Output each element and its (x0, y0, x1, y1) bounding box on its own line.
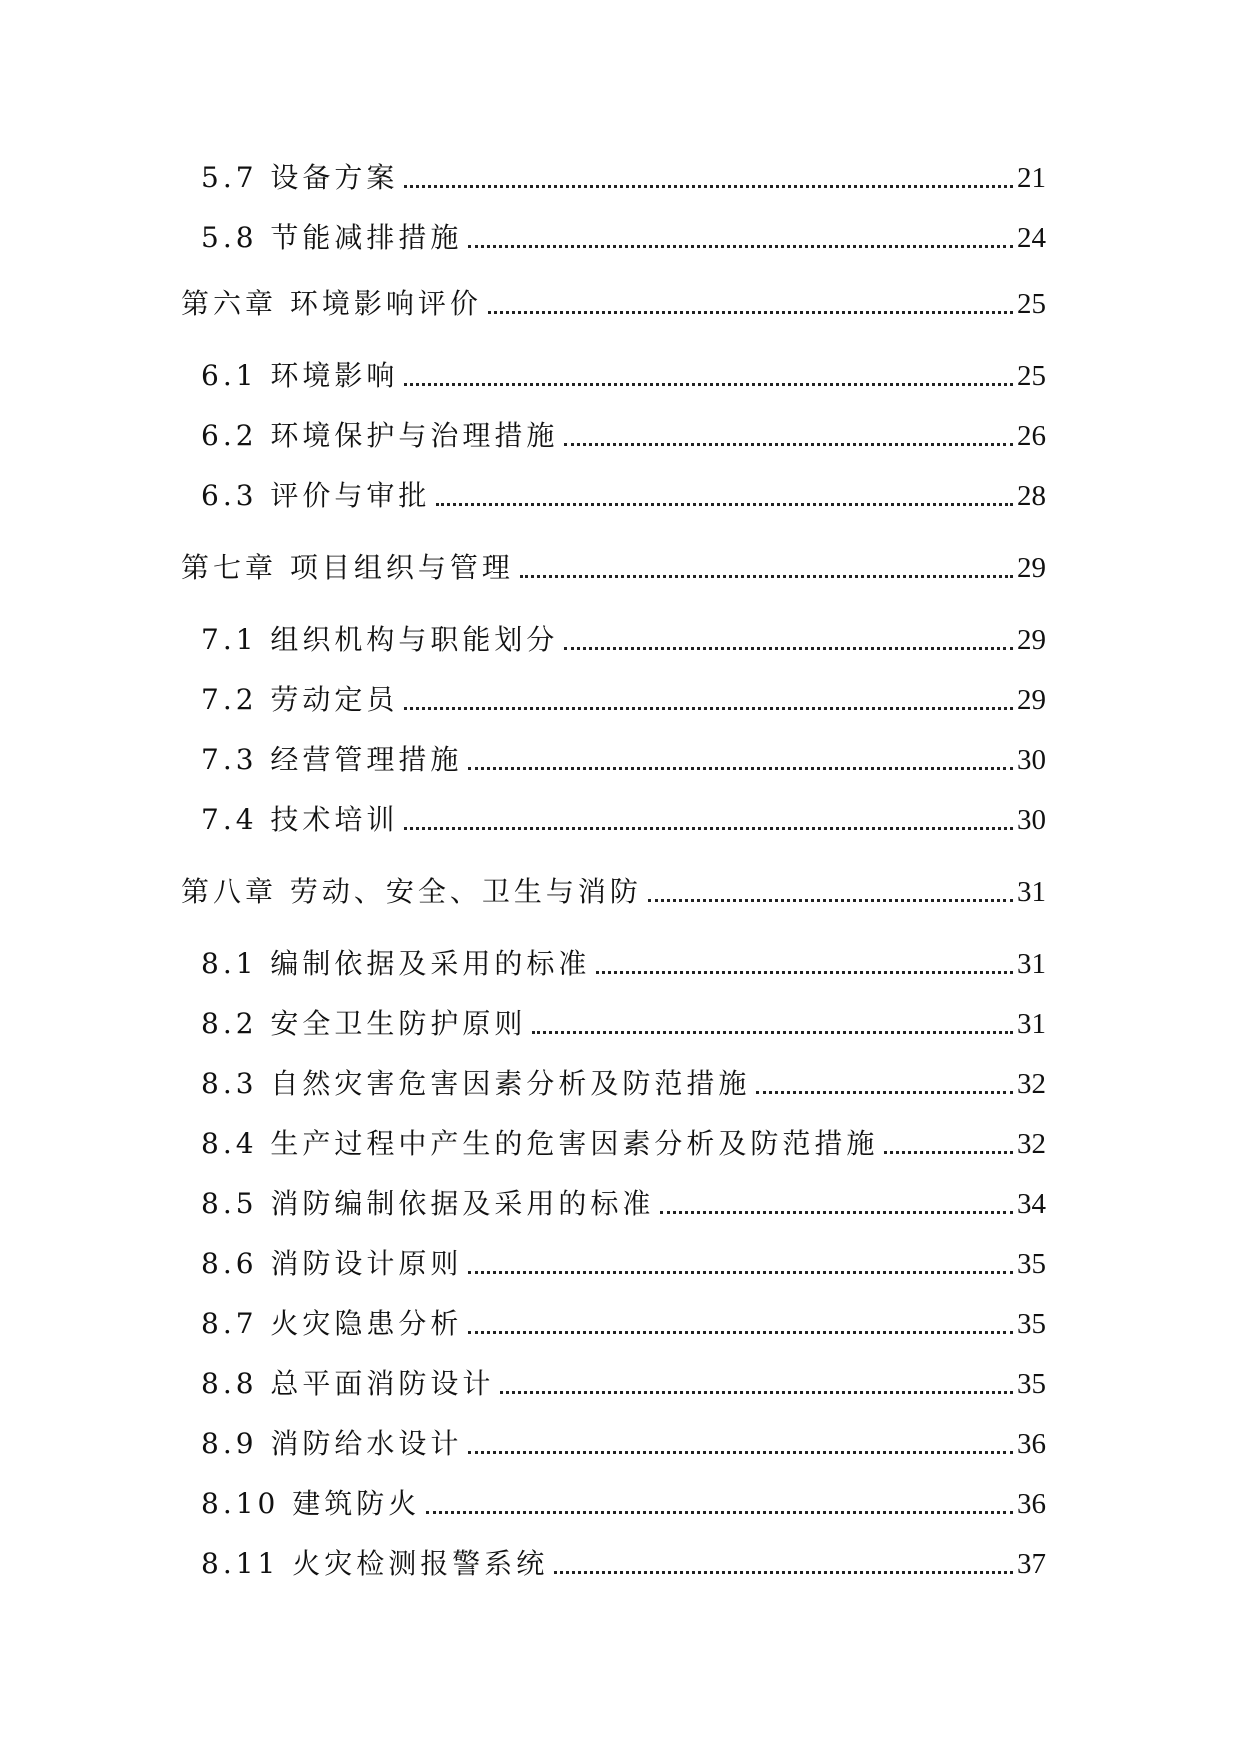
toc-entry-page: 30 (1017, 804, 1046, 836)
toc-entry-8-8[interactable] (201, 1364, 1046, 1404)
toc-entry-8-3[interactable] (201, 1064, 1046, 1104)
dot-leader (468, 1451, 1013, 1454)
toc-entry-page: 29 (1017, 684, 1046, 716)
dot-leader (404, 827, 1013, 830)
toc-entry-title: 8.11 火灾检测报警系统 (201, 1547, 549, 1580)
dot-leader (426, 1511, 1013, 1514)
toc-entry-title: 8.7 火灾隐患分析 (201, 1307, 463, 1340)
dot-leader (564, 647, 1013, 650)
dot-leader (596, 971, 1013, 974)
dot-leader (532, 1031, 1013, 1034)
toc-entry-page: 29 (1017, 624, 1046, 656)
dot-leader (468, 1271, 1013, 1274)
toc-entry-page: 35 (1017, 1308, 1046, 1340)
toc-entry-title: 8.2 安全卫生防护原则 (201, 1007, 527, 1040)
dot-leader (884, 1151, 1013, 1154)
toc-entry-8-11[interactable] (201, 1544, 1046, 1584)
toc-entry-title: 8.8 总平面消防设计 (201, 1367, 495, 1400)
toc-entry-title: 8.3 自然灾害危害因素分析及防范措施 (201, 1067, 751, 1100)
toc-entry-page: 34 (1017, 1188, 1046, 1220)
dot-leader (404, 383, 1013, 386)
toc-entry-8-1[interactable] (201, 944, 1046, 984)
toc-entry-page: 31 (1017, 876, 1046, 908)
toc-entry-page: 25 (1017, 360, 1046, 392)
toc-entry-title: 8.1 编制依据及采用的标准 (201, 947, 591, 980)
toc-entry-7-3[interactable] (201, 740, 1046, 780)
toc-entry-chapter-8[interactable] (181, 872, 1046, 912)
toc-entry-title: 6.3 评价与审批 (201, 479, 431, 512)
toc-entry-title: 8.10 建筑防火 (201, 1487, 421, 1520)
toc-entry-page: 31 (1017, 948, 1046, 980)
dot-leader (520, 575, 1013, 578)
toc-entry-title: 6.1 环境影响 (201, 359, 399, 392)
toc-entry-title: 5.8 节能减排措施 (201, 221, 463, 254)
toc-entry-title: 8.5 消防编制依据及采用的标准 (201, 1187, 655, 1220)
toc-entry-title: 6.2 环境保护与治理措施 (201, 419, 559, 452)
toc-entry-page: 25 (1017, 288, 1046, 320)
toc-entry-page: 32 (1017, 1128, 1046, 1160)
toc-entry-7-4[interactable] (201, 800, 1046, 840)
toc-entry-page: 36 (1017, 1428, 1046, 1460)
dot-leader (436, 503, 1013, 506)
toc-entry-title: 7.2 劳动定员 (201, 683, 399, 716)
toc-entry-chapter-7[interactable] (181, 548, 1046, 588)
toc-entry-8-5[interactable] (201, 1184, 1046, 1224)
toc-entry-page: 26 (1017, 420, 1046, 452)
toc-entry-page: 35 (1017, 1248, 1046, 1280)
toc-entry-8-9[interactable] (201, 1424, 1046, 1464)
toc-entry-title: 5.7 设备方案 (201, 161, 399, 194)
toc-entry-page: 35 (1017, 1368, 1046, 1400)
dot-leader (404, 185, 1013, 188)
dot-leader (756, 1091, 1013, 1094)
toc-entry-page: 30 (1017, 744, 1046, 776)
toc-entry-title: 8.4 生产过程中产生的危害因素分析及防范措施 (201, 1127, 879, 1160)
toc-entry-8-7[interactable] (201, 1304, 1046, 1344)
dot-leader (554, 1571, 1013, 1574)
toc-entry-8-2[interactable] (201, 1004, 1046, 1044)
toc-entry-8-6[interactable] (201, 1244, 1046, 1284)
toc-entry-page: 31 (1017, 1008, 1046, 1040)
toc-entry-title: 7.4 技术培训 (201, 803, 399, 836)
toc-entry-page: 36 (1017, 1488, 1046, 1520)
toc-entry-chapter-6[interactable] (181, 284, 1046, 324)
toc-entry-title: 第六章 环境影响评价 (181, 287, 482, 320)
dot-leader (468, 245, 1013, 248)
dot-leader (488, 311, 1013, 314)
toc-entry-6-3[interactable] (201, 476, 1046, 516)
dot-leader (660, 1211, 1013, 1214)
toc-entry-page: 28 (1017, 480, 1046, 512)
toc-entry-title: 第八章 劳动、安全、卫生与消防 (181, 875, 642, 908)
toc-entry-title: 第七章 项目组织与管理 (181, 551, 514, 584)
dot-leader (404, 707, 1013, 710)
toc-entry-6-1[interactable] (201, 356, 1046, 396)
toc-entry-page: 24 (1017, 222, 1046, 254)
toc-entry-page: 29 (1017, 552, 1046, 584)
dot-leader (564, 443, 1013, 446)
toc-entry-7-1[interactable] (201, 620, 1046, 660)
dot-leader (500, 1391, 1013, 1394)
toc-entry-6-2[interactable] (201, 416, 1046, 456)
toc-entry-8-4[interactable] (201, 1124, 1046, 1164)
toc-entry-title: 8.9 消防给水设计 (201, 1427, 463, 1460)
toc-entry-page: 37 (1017, 1548, 1046, 1580)
toc-entry-8-10[interactable] (201, 1484, 1046, 1524)
toc-entry-page: 21 (1017, 162, 1046, 194)
toc-entry-5-8[interactable] (201, 218, 1046, 258)
dot-leader (468, 767, 1013, 770)
toc-entry-5-7[interactable] (201, 158, 1046, 198)
toc-entry-page: 32 (1017, 1068, 1046, 1100)
toc-entry-7-2[interactable] (201, 680, 1046, 720)
dot-leader (648, 899, 1013, 902)
toc-entry-title: 8.6 消防设计原则 (201, 1247, 463, 1280)
dot-leader (468, 1331, 1013, 1334)
toc-entry-title: 7.3 经营管理措施 (201, 743, 463, 776)
toc-entry-title: 7.1 组织机构与职能划分 (201, 623, 559, 656)
